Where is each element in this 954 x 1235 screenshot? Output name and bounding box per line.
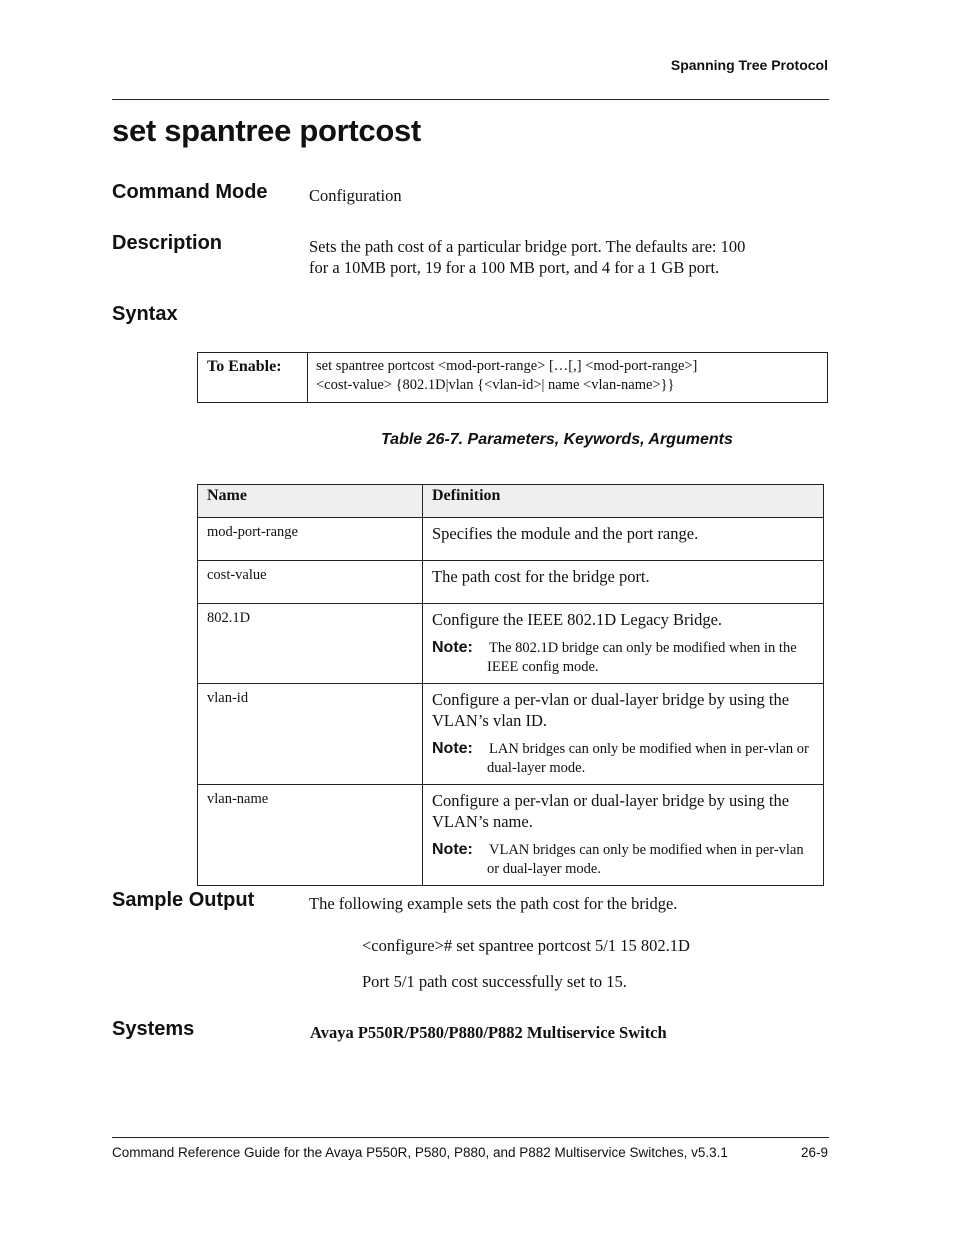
- param-name: 802.1D: [198, 604, 423, 684]
- syntax-heading: Syntax: [112, 303, 178, 325]
- running-head: Spanning Tree Protocol: [670, 57, 828, 73]
- description-text: [309, 236, 745, 278]
- table-row: [198, 684, 824, 785]
- param-definition-cell: [423, 604, 824, 684]
- param-definition: Configure the IEEE 802.1D Legacy Bridge.: [432, 610, 723, 629]
- page-title: set spantree portcost: [112, 113, 421, 148]
- syntax-label: To Enable:: [198, 353, 308, 403]
- table-row: [198, 785, 824, 886]
- note-text: The 802.1D bridge can only be modified when in the IEEE config mode.: [487, 640, 797, 675]
- sample-output-heading: Sample Output: [112, 889, 255, 911]
- sample-command: <configure># set spantree portcost 5/1 15 802.1D: [362, 936, 690, 955]
- syntax-line-2: <cost-value> {802.1D|vlan {<vlan-id>| name <vlan-name>}}: [316, 377, 675, 393]
- param-definition: The path cost for the bridge port.: [423, 561, 824, 604]
- param-definition-cell: [423, 785, 824, 886]
- param-name: vlan-id: [198, 684, 423, 785]
- param-name: mod-port-range: [198, 518, 423, 561]
- systems-text: Avaya P550R/P580/P880/P882 Multiservice Switch: [310, 1023, 667, 1042]
- header-rule: [112, 99, 829, 100]
- systems-heading: Systems: [112, 1018, 195, 1040]
- syntax-command: [308, 353, 828, 403]
- table-row: [198, 518, 824, 561]
- note-label: Note:: [432, 841, 473, 858]
- table-row: [198, 604, 824, 684]
- description-line-2: for a 10MB port, 19 for a 100 MB port, and 4 for a 1 GB port.: [309, 258, 720, 277]
- description-line-1: Sets the path cost of a particular bridge port. The defaults are: 100: [309, 237, 746, 256]
- table-row: [198, 561, 824, 604]
- note-text: VLAN bridges can only be modified when in per-vlan or dual-layer mode.: [487, 842, 804, 877]
- footer-rule: [112, 1137, 829, 1138]
- note-label: Note:: [432, 740, 473, 757]
- note-label: Note:: [432, 639, 473, 656]
- command-mode-heading: Command Mode: [112, 181, 268, 203]
- param-name: cost-value: [198, 561, 423, 604]
- param-definition: Configure a per-vlan or dual-layer bridge by using the VLAN’s name.: [432, 791, 790, 831]
- param-definition-cell: [423, 684, 824, 785]
- sample-output-text: The following example sets the path cost for the bridge.: [309, 894, 678, 913]
- param-note: [432, 840, 815, 879]
- param-name: vlan-name: [198, 785, 423, 886]
- column-header-name: Name: [198, 485, 423, 518]
- param-note: [432, 739, 815, 778]
- parameters-table: [197, 484, 824, 886]
- note-text: LAN bridges can only be modified when in per-vlan or dual-layer mode.: [487, 741, 809, 776]
- sample-result: Port 5/1 path cost successfully set to 15.: [362, 972, 627, 991]
- syntax-line-1: set spantree portcost <mod-port-range> […[,] <mod-port-range>]: [316, 358, 698, 374]
- param-definition: Specifies the module and the port range.: [423, 518, 824, 561]
- param-note: [432, 638, 815, 677]
- table-caption: Table 26-7. Parameters, Keywords, Arguments: [381, 431, 733, 448]
- column-header-definition: Definition: [423, 485, 824, 518]
- page-number: 26-9: [800, 1145, 828, 1160]
- footer-title: Command Reference Guide for the Avaya P550R, P580, P880, and P882 Multiservice Switches, v5.3.1: [112, 1145, 728, 1160]
- description-heading: Description: [112, 232, 223, 254]
- command-mode-text: Configuration: [309, 186, 402, 205]
- param-definition: Configure a per-vlan or dual-layer bridge by using the VLAN’s vlan ID.: [432, 690, 790, 730]
- syntax-table: [197, 352, 828, 403]
